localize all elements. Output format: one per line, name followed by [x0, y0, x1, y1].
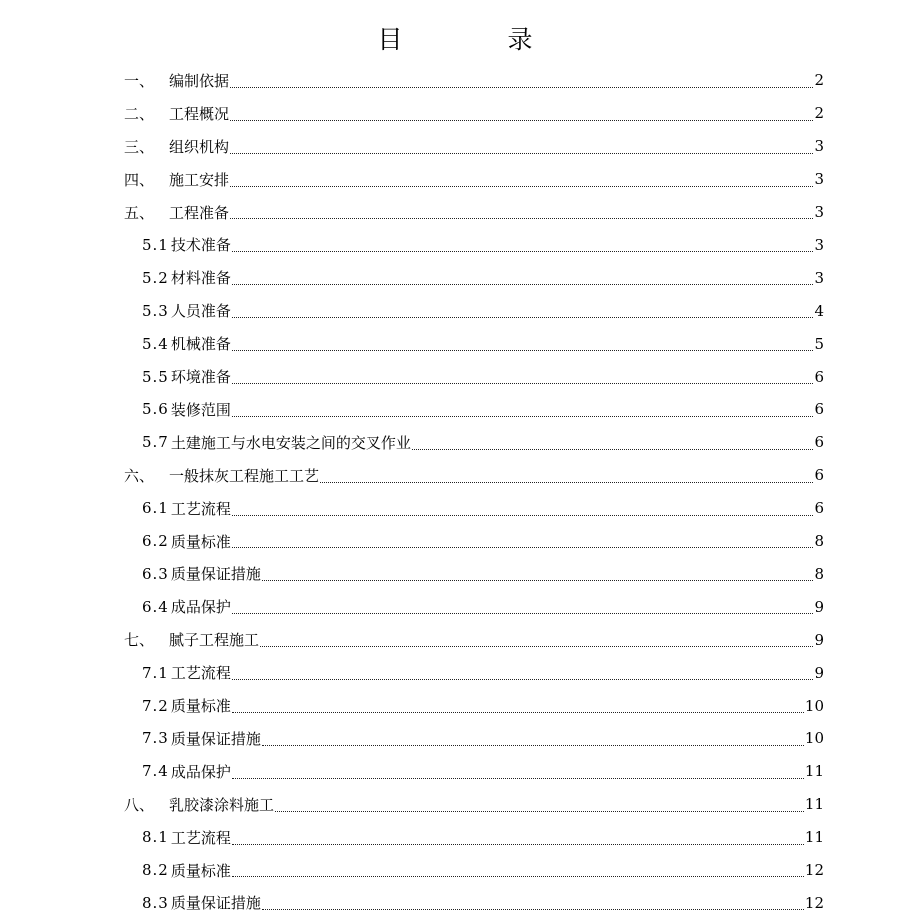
toc-dot-leader [232, 515, 814, 516]
toc-entry-number: 5.4 [142, 335, 169, 353]
toc-entry[interactable] [124, 196, 824, 229]
toc-entry[interactable] [142, 261, 824, 294]
toc-entry[interactable] [142, 360, 824, 393]
toc-entry-label: 人员准备 [171, 300, 231, 321]
toc-entry-page-number: 11 [805, 828, 824, 846]
toc-entry-page-number: 6 [814, 433, 824, 451]
toc-dot-leader [232, 876, 804, 877]
toc-entry-page-number: 3 [814, 137, 824, 155]
title-char: 录 [508, 20, 533, 60]
toc-entry-label: 工程概况 [169, 103, 229, 124]
toc-entry-number: 5.7 [142, 433, 169, 451]
toc-entry-number: 5.5 [142, 368, 169, 386]
toc-entry-page-number: 12 [805, 861, 824, 879]
toc-entry[interactable] [142, 327, 824, 360]
toc-entry-label: 技术准备 [171, 234, 231, 255]
toc-dot-leader [412, 449, 814, 450]
toc-entry-number: 8.3 [142, 894, 169, 912]
toc-entry-label: 质量标准 [171, 860, 231, 881]
toc-entry-page-number: 10 [805, 697, 824, 715]
toc-entry-label: 成品保护 [171, 761, 231, 782]
toc-entry-label: 一般抹灰工程施工工艺 [169, 465, 319, 486]
toc-entry[interactable] [142, 229, 824, 262]
toc-entry-page-number: 6 [814, 466, 824, 484]
toc-entry-page-number: 4 [814, 302, 824, 320]
toc-entry[interactable] [142, 393, 824, 426]
toc-entry-number: 8.2 [142, 861, 169, 879]
toc-entry[interactable] [124, 97, 824, 130]
toc-entry-page-number: 6 [814, 368, 824, 386]
toc-dot-leader [232, 350, 814, 351]
toc-entry-label: 编制依据 [169, 70, 229, 91]
toc-entry-number: 二、 [124, 103, 169, 124]
toc-entry-number: 七、 [124, 629, 169, 650]
toc-entry-label: 机械准备 [171, 333, 231, 354]
toc-entry-page-number: 2 [814, 71, 824, 89]
toc-dot-leader [230, 218, 813, 219]
toc-entry-number: 五、 [124, 202, 169, 223]
toc-entry-page-number: 12 [805, 894, 824, 912]
toc-entry[interactable] [142, 689, 824, 722]
toc-entry-number: 八、 [124, 794, 169, 815]
toc-dot-leader [260, 646, 813, 647]
toc-entry-number: 5.6 [142, 400, 169, 418]
toc-entry-number: 5.3 [142, 302, 169, 320]
toc-entry[interactable] [142, 558, 824, 591]
toc-dot-leader [230, 87, 813, 88]
toc-entry[interactable] [124, 788, 824, 821]
toc-entry-number: 6.3 [142, 565, 169, 583]
toc-entry-page-number: 6 [814, 499, 824, 517]
toc-entry[interactable] [124, 459, 824, 492]
toc-entry[interactable] [142, 294, 824, 327]
toc-entry-page-number: 11 [805, 762, 824, 780]
toc-entry-page-number: 9 [814, 664, 824, 682]
toc-entry-label: 质量标准 [171, 531, 231, 552]
toc-entry[interactable] [142, 525, 824, 558]
toc-entry-page-number: 10 [805, 729, 824, 747]
toc-entry[interactable] [142, 887, 824, 919]
toc-dot-leader [232, 712, 804, 713]
toc-dot-leader [232, 547, 814, 548]
toc-dot-leader [232, 317, 814, 318]
toc-entry-number: 7.3 [142, 729, 169, 747]
toc-dot-leader [230, 186, 813, 187]
toc-entry[interactable] [124, 163, 824, 196]
toc-entry[interactable] [124, 130, 824, 163]
toc-entry-label: 施工安排 [169, 169, 229, 190]
toc-entry-number: 6.4 [142, 598, 169, 616]
toc-dot-leader [262, 745, 804, 746]
toc-entry-number: 六、 [124, 465, 169, 486]
toc-entry-label: 乳胶漆涂料施工 [169, 794, 274, 815]
toc-entry[interactable] [142, 492, 824, 525]
toc-entry-label: 工程准备 [169, 202, 229, 223]
toc-entry-number: 8.1 [142, 828, 169, 846]
toc-entry[interactable] [124, 64, 824, 97]
toc-entry-number: 一、 [124, 70, 169, 91]
toc-entry-label: 质量保证措施 [171, 892, 261, 913]
toc-entry-label: 工艺流程 [171, 662, 231, 683]
toc-entry[interactable] [142, 656, 824, 689]
toc-entry-number: 6.1 [142, 499, 169, 517]
toc-entry-label: 质量保证措施 [171, 563, 261, 584]
toc-dot-leader [232, 383, 814, 384]
toc-dot-leader [232, 679, 814, 680]
toc-entry-label: 工艺流程 [171, 827, 231, 848]
toc-entry-label: 组织机构 [169, 136, 229, 157]
toc-dot-leader [320, 482, 813, 483]
toc-entry-page-number: 2 [814, 104, 824, 122]
toc-entry-number: 7.1 [142, 664, 169, 682]
toc-entry-page-number: 11 [805, 795, 824, 813]
toc-entry-page-number: 9 [814, 631, 824, 649]
toc-entry[interactable] [142, 590, 824, 623]
toc-entry-label: 材料准备 [171, 267, 231, 288]
toc-entry-label: 工艺流程 [171, 498, 231, 519]
toc-entry-page-number: 3 [814, 236, 824, 254]
toc-dot-leader [232, 844, 804, 845]
toc-entry-number: 三、 [124, 136, 169, 157]
toc-entry-number: 5.2 [142, 269, 169, 287]
title-char: 目 [377, 20, 402, 60]
toc-entry-page-number: 8 [814, 532, 824, 550]
toc-entry-page-number: 8 [814, 565, 824, 583]
toc-dot-leader [262, 580, 814, 581]
toc-dot-leader [232, 251, 814, 252]
page-title [0, 20, 910, 60]
toc-entry-page-number: 6 [814, 400, 824, 418]
toc-dot-leader [275, 811, 804, 812]
toc-entry-number: 7.4 [142, 762, 169, 780]
toc-entry-label: 腻子工程施工 [169, 629, 259, 650]
toc-entry-page-number: 3 [814, 170, 824, 188]
toc-entry-number: 四、 [124, 169, 169, 190]
toc-entry-label: 装修范围 [171, 399, 231, 420]
toc-entry-page-number: 9 [814, 598, 824, 616]
toc-entry-number: 7.2 [142, 697, 169, 715]
toc-dot-leader [232, 416, 814, 417]
toc-entry[interactable] [124, 623, 824, 656]
toc-entry[interactable] [142, 854, 824, 887]
toc-dot-leader [230, 120, 813, 121]
toc-dot-leader [230, 153, 813, 154]
toc-entry[interactable] [142, 821, 824, 854]
toc-entry-number: 5.1 [142, 236, 169, 254]
toc-entry-page-number: 3 [814, 203, 824, 221]
toc-entry-label: 质量保证措施 [171, 728, 261, 749]
toc-entry-label: 成品保护 [171, 596, 231, 617]
toc-entry-page-number: 3 [814, 269, 824, 287]
toc-entry-number: 6.2 [142, 532, 169, 550]
toc-entry-label: 土建施工与水电安装之间的交叉作业 [171, 432, 411, 453]
toc-entry-label: 环境准备 [171, 366, 231, 387]
toc-entry[interactable] [142, 722, 824, 755]
toc-dot-leader [232, 613, 814, 614]
toc-entry[interactable] [142, 755, 824, 788]
toc-entry[interactable] [142, 426, 824, 459]
toc-entry-label: 质量标准 [171, 695, 231, 716]
toc-dot-leader [262, 909, 804, 910]
toc-entry-page-number: 5 [814, 335, 824, 353]
toc-dot-leader [232, 778, 804, 779]
toc-dot-leader [232, 284, 814, 285]
